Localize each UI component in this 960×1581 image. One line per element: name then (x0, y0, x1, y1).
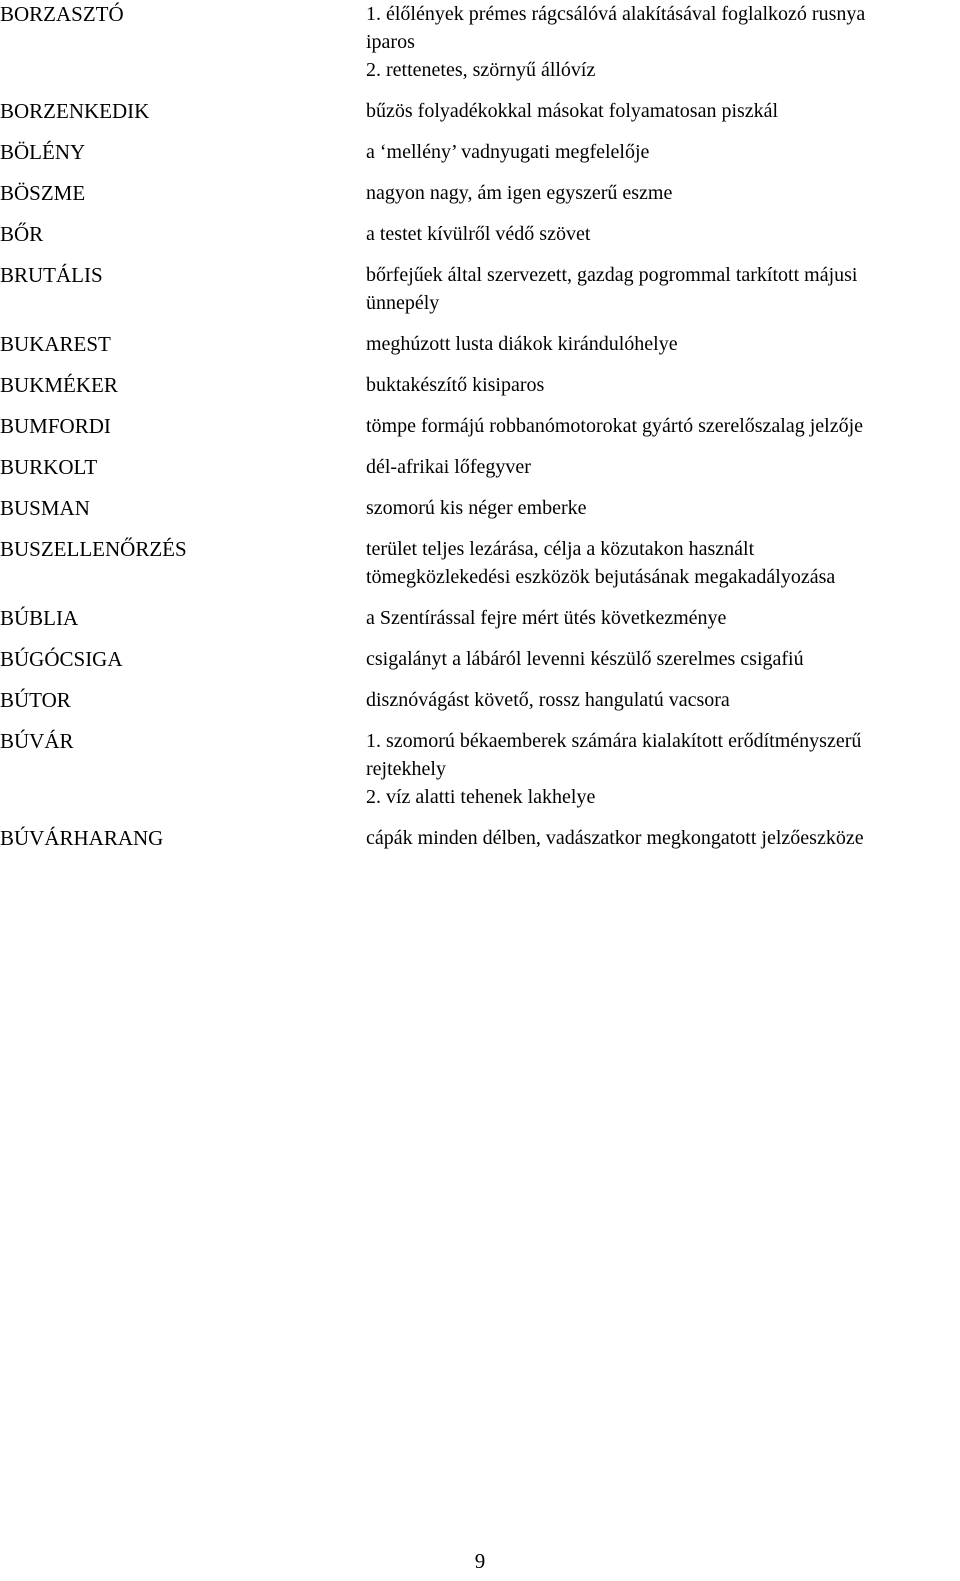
glossary-entry (0, 727, 960, 811)
definition-line: buktakészítő kisiparos (366, 374, 545, 396)
entry-definition (366, 645, 960, 673)
glossary-entry (0, 220, 960, 248)
definition-line: nagyon nagy, ám igen egyszerű eszme (366, 182, 673, 204)
definition-line: szomorú kis néger emberke (366, 497, 587, 519)
entry-definition (366, 220, 960, 248)
entry-definition (366, 330, 960, 358)
glossary-entry (0, 179, 960, 207)
entry-definition (366, 535, 960, 591)
entry-term: BÚBLIA (0, 606, 79, 630)
entry-term: BÚVÁRHARANG (0, 826, 164, 850)
entry-definition (366, 261, 960, 317)
glossary-entry (0, 535, 960, 591)
entry-term: BUKMÉKER (0, 373, 118, 397)
definition-line: ünnepély (366, 292, 440, 314)
glossary-entry (0, 371, 960, 399)
definition-line: a Szentírással fejre mért ütés következménye (366, 607, 727, 629)
entry-definition (366, 686, 960, 714)
glossary-entry (0, 138, 960, 166)
entry-definition (366, 179, 960, 207)
glossary-entry (0, 645, 960, 673)
entry-definition (366, 453, 960, 481)
glossary-entry (0, 97, 960, 125)
definition-line: bőrfejűek által szervezett, gazdag pogrommal tarkított májusi (366, 264, 858, 286)
definition-line: 1. szomorú békaemberek számára kialakított erődítményszerű (366, 730, 862, 752)
definition-line: cápák minden délben, vadászatkor megkongatott jelzőeszköze (366, 827, 864, 849)
glossary-entry (0, 330, 960, 358)
entry-term: BÚTOR (0, 688, 71, 712)
definition-line: a ‘mellény’ vadnyugati megfelelője (366, 141, 650, 163)
definition-line: iparos (366, 31, 415, 53)
entry-definition (366, 371, 960, 399)
entry-term: BURKOLT (0, 455, 98, 479)
definition-line: terület teljes lezárása, célja a közutakon használt (366, 538, 755, 560)
definition-line: bűzös folyadékokkal másokat folyamatosan piszkál (366, 100, 779, 122)
glossary-entry (0, 0, 960, 84)
entry-definition (366, 412, 960, 440)
entry-definition (366, 824, 960, 852)
definition-line: csigalányt a lábáról levenni készülő szerelmes csigafiú (366, 648, 804, 670)
glossary-entry (0, 824, 960, 852)
entry-definition (366, 97, 960, 125)
entry-term: BUSZELLENŐRZÉS (0, 537, 187, 561)
entry-term: BÖSZME (0, 181, 86, 205)
entry-term: BUSMAN (0, 496, 90, 520)
definition-line: a testet kívülről védő szövet (366, 223, 591, 245)
glossary-entry (0, 604, 960, 632)
glossary-entry (0, 686, 960, 714)
entry-term: BUMFORDI (0, 414, 111, 438)
entry-term: BORZASZTÓ (0, 2, 124, 26)
definition-line: dél-afrikai lőfegyver (366, 456, 531, 478)
glossary-entry (0, 261, 960, 317)
definition-line: disznóvágást követő, rossz hangulatú vacsora (366, 689, 730, 711)
page-number: 9 (474, 1549, 486, 1573)
entry-term: BUKAREST (0, 332, 111, 356)
definition-line: tömpe formájú robbanómotorokat gyártó szerelőszalag jelzője (366, 415, 864, 437)
definition-line: 2. víz alatti tehenek lakhelye (366, 786, 596, 808)
entry-definition (366, 604, 960, 632)
entry-definition (366, 494, 960, 522)
glossary-entry (0, 494, 960, 522)
entry-definition (366, 138, 960, 166)
definition-line: rejtekhely (366, 758, 446, 780)
entry-term: BÖLÉNY (0, 140, 86, 164)
glossary-entry (0, 453, 960, 481)
entry-term: BŐR (0, 222, 44, 246)
definition-line: tömegközlekedési eszközök bejutásának megakadályozása (366, 566, 836, 588)
definition-line: 2. rettenetes, szörnyű állóvíz (366, 59, 596, 81)
glossary-entry (0, 412, 960, 440)
definition-line: 1. élőlények prémes rágcsálóvá alakításával foglalkozó rusnya (366, 3, 866, 25)
entry-definition (366, 727, 960, 811)
entry-definition (366, 0, 960, 84)
definition-line: meghúzott lusta diákok kirándulóhelye (366, 333, 678, 355)
entry-term: BRUTÁLIS (0, 263, 103, 287)
entry-term: BORZENKEDIK (0, 99, 150, 123)
entry-term: BÚVÁR (0, 729, 74, 753)
entry-term: BÚGÓCSIGA (0, 647, 123, 671)
